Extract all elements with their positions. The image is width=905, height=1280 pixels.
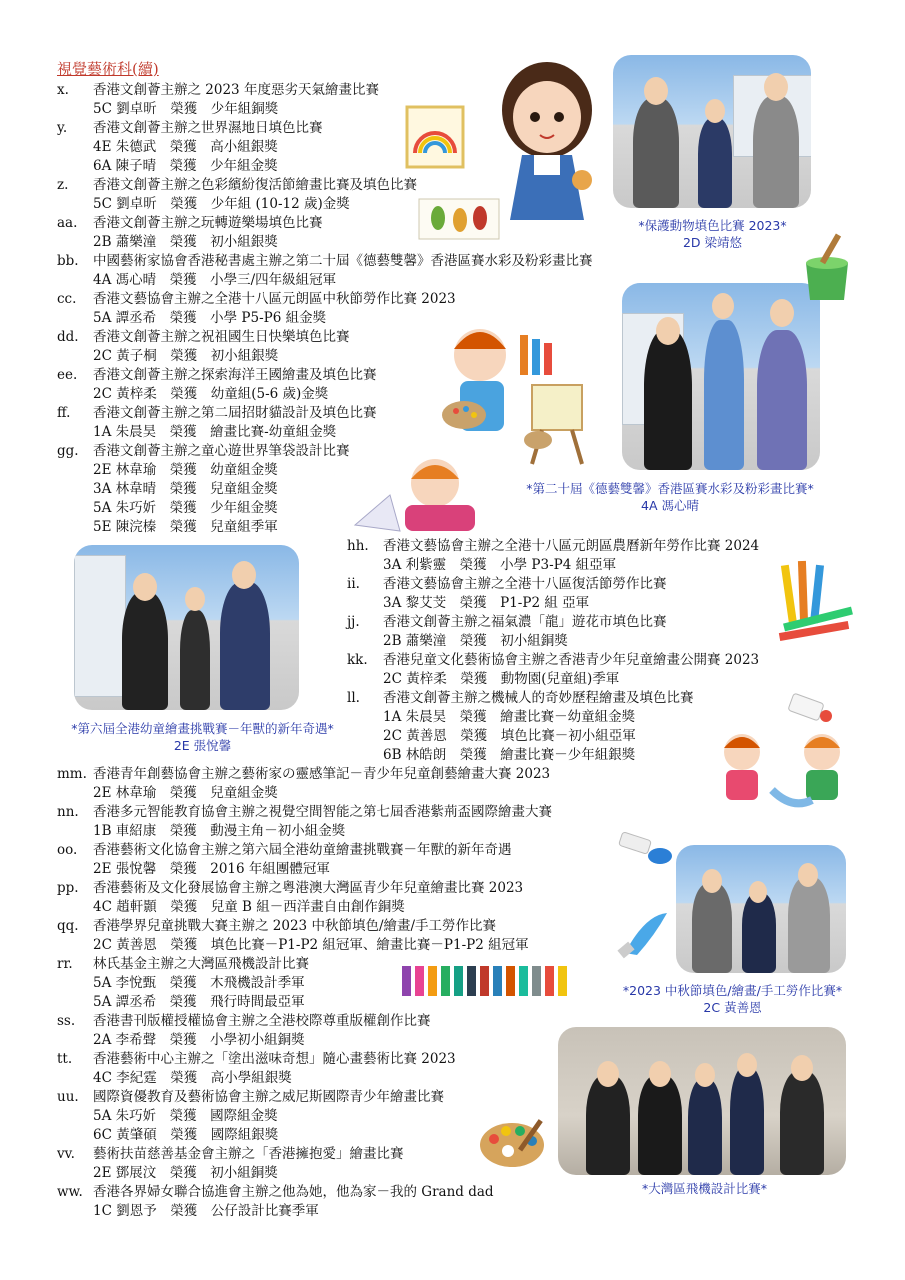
girl-drawing-illustration [350,455,490,535]
entry-label: pp. [57,880,79,896]
competition-title: 香港文創薈主辦之色彩繽紛復活節繪畫比賽及填色比賽 [93,177,417,193]
entry-label: rr. [57,956,73,972]
competition-title: 香港兒童文化藝術協會主辦之香港青少年兒童繪畫公開賽 2023 [383,652,760,668]
award-line: 5A 譚丞希 榮獲 飛行時間最亞軍 [93,994,305,1010]
award-line: 2E 林韋瑜 榮獲 兒童組金獎 [93,785,278,801]
blue-paint-tube-icon [618,830,673,870]
award-line: 2A 李希聲 榮獲 小學初小組銅獎 [93,1032,305,1048]
entry-label: mm. [57,766,87,782]
award-line: 3A 利紫靈 榮獲 小學 P3-P4 組亞軍 [383,557,617,573]
entry-label: y. [57,120,68,136]
entry-label: kk. [347,652,368,668]
award-line: 1A 朱晨昊 榮獲 繪畫比賽-幼童組金獎 [93,424,337,440]
competition-title: 香港藝術中心主辦之「塗出滋味奇想」隨心畫藝術比賽 2023 [93,1051,456,1067]
entry-label: oo. [57,842,78,858]
competition-title: 香港文創薈主辦之玩轉遊樂場填色比賽 [93,215,323,231]
award-line: 1C 劉恩予 榮獲 公仔設計比賽季軍 [93,1203,319,1219]
competition-title: 國際資優教育及藝術協會主辦之威尼斯國際青少年繪畫比賽 [93,1089,444,1105]
award-line: 4E 朱德武 榮獲 高小組銀獎 [93,139,278,155]
award-photo-5 [558,1027,846,1175]
competition-title: 中國藝術家協會香港秘書處主辦之第二十屆《德藝雙馨》香港區賽水彩及粉彩畫比賽 [93,253,593,269]
award-line: 2C 黃子桐 榮獲 初小組銀獎 [93,348,279,364]
colored-pencils-icon [775,555,860,645]
kids-painting-illustration [712,730,862,820]
entry-label: jj. [347,614,360,630]
award-line: 2E 林韋瑜 榮獲 幼童組金獎 [93,462,278,478]
award-line: 4C 李紀霆 榮獲 高小學組銀獎 [93,1070,292,1086]
award-line: 2C 黃善恩 榮獲 填色比賽－P1-P2 組冠軍、繪畫比賽－P1-P2 組冠軍 [93,937,529,953]
award-line: 4A 馮心晴 榮獲 小學三/四年級組冠軍 [93,272,337,288]
entry-label: uu. [57,1089,79,1105]
award-line: 2C 黃善恩 榮獲 填色比賽－初小組亞軍 [383,728,636,744]
paint-brush-splash-icon [615,905,675,960]
entry-label: hh. [347,538,369,554]
award-line: 2C 黃梓柔 榮獲 幼童組(5-6 歲)金獎 [93,386,329,402]
competition-title: 香港書刊版權授權協會主辦之全港校際尊重版權創作比賽 [93,1013,431,1029]
award-photo-1 [613,55,811,208]
entry-label: ii. [347,576,360,592]
award-line: 2E 張悅馨 榮獲 2016 年組團體冠軍 [93,861,330,877]
award-line: 5A 朱巧妡 榮獲 少年組金獎 [93,500,278,516]
entry-label: ee. [57,367,78,383]
entry-label: ff. [57,405,71,421]
competition-title: 香港文藝協會主辦之全港十八區復活節勞作比賽 [383,576,667,592]
entry-label: dd. [57,329,79,345]
girl-artist-illustration [492,55,602,230]
rainbow-drawing-icon [405,105,465,170]
award-line: 3A 黎艾芠 榮獲 P1-P2 組 亞軍 [383,595,590,611]
award-line: 6C 黃肇碩 榮獲 國際組銀獎 [93,1127,279,1143]
award-line: 5C 劉卓昕 榮獲 少年組銅獎 [93,101,279,117]
leaf-painting-icon [418,198,500,240]
competition-title: 香港學界兒童挑戰大賽主辦之 2023 中秋節填色/繪畫/手工勞作比賽 [93,918,497,934]
entry-label: nn. [57,804,79,820]
award-line: 3A 林韋晴 榮獲 兒童組金獎 [93,481,278,497]
award-line: 5E 陳浣榛 榮獲 兒童組季軍 [93,519,278,535]
paint-tube-icon [786,690,836,725]
entry-label: x. [57,82,69,98]
award-line: 2B 蕭樂潼 榮獲 初小組銅獎 [383,633,568,649]
competition-title: 香港藝術文化協會主辦之第六屆全港幼童繪畫挑戰賽－年獸的新年奇遇 [93,842,512,858]
photo-5-caption: *大灣區飛機設計比賽* [641,1181,767,1196]
entry-label: bb. [57,253,79,269]
competition-title: 香港青年創藝協會主辦之藝術家の靈感筆記－青少年兒童創藝繪畫大賽 2023 [93,766,551,782]
entry-label: aa. [57,215,78,231]
competition-title: 香港文創薈主辦之第二屆招財貓設計及填色比賽 [93,405,377,421]
competition-title: 香港文藝協會主辦之全港十八區元朗區農曆新年勞作比賽 2024 [383,538,760,554]
award-line: 5A 譚丞希 榮獲 小學 P5-P6 組金獎 [93,310,327,326]
competition-title: 藝術扶苗慈善基金會主辦之「香港擁抱愛」繪畫比賽 [93,1146,404,1162]
competition-title: 香港多元智能教育協會主辦之視覺空間智能之第七屆香港紫荊盃國際繪畫大賽 [93,804,552,820]
award-line: 1A 朱晨昊 榮獲 繪畫比賽－幼童組金獎 [383,709,636,725]
award-line: 2B 蕭樂潼 榮獲 初小組銀獎 [93,234,278,250]
entry-label: gg. [57,443,79,459]
award-line: 5A 朱巧妡 榮獲 國際組金獎 [93,1108,278,1124]
entry-label: cc. [57,291,77,307]
markers-icon [400,962,570,998]
award-photo-3 [74,545,299,710]
competition-title: 香港文創薈主辦之祝祖國生日快樂填色比賽 [93,329,350,345]
competition-title: 香港藝術及文化發展協會主辦之粵港澳大灣區青少年兒童繪畫比賽 2023 [93,880,524,896]
competition-title: 林氏基金主辦之大灣區飛機設計比賽 [93,956,309,972]
competition-title: 香港文藝協會主辦之全港十八區元朗區中秋節勞作比賽 2023 [93,291,456,307]
competition-title: 香港各界婦女聯合協進會主辦之他為她，他為家－我的 Grand dad [93,1184,494,1200]
award-line: 6A 陳子晴 榮獲 少年組金獎 [93,158,278,174]
award-line: 4C 趙軒顥 榮獲 兒童 B 組－西洋畫自由創作銅獎 [93,899,405,915]
entry-label: ss. [57,1013,76,1029]
award-line: 2E 鄧展汶 榮獲 初小組銅獎 [93,1165,278,1181]
award-photo-2 [622,283,820,470]
award-line: 5A 李悅甄 榮獲 木飛機設計季軍 [93,975,305,991]
competition-title: 香港文創薈主辦之世界濕地日填色比賽 [93,120,323,136]
photo-1-caption: *保護動物填色比賽 2023* 2D 梁靖悠 [638,218,787,250]
photo-4-caption: *2023 中秋節填色/繪畫/手工勞作比賽* 2C 黃善恩 [622,983,843,1015]
award-photo-4 [676,845,846,973]
entry-label: qq. [57,918,79,934]
award-line: 1B 車紹康 榮獲 動漫主角－初小組金獎 [93,823,346,839]
competition-title: 香港文創薈主辦之 2023 年度惡劣天氣繪畫比賽 [93,82,379,98]
entry-label: vv. [57,1146,75,1162]
competition-title: 香港文創薈主辦之機械人的奇妙歷程繪畫及填色比賽 [383,690,694,706]
award-line: 2C 黃梓柔 榮獲 動物園(兒童組)季軍 [383,671,620,687]
competition-title: 香港文創薈主辦之探索海洋王國繪畫及填色比賽 [93,367,377,383]
award-line: 5C 劉卓昕 榮獲 少年組 (10-12 歲)金獎 [93,196,350,212]
easel-icon [522,380,602,465]
entry-label: ll. [347,690,360,706]
photo-3-caption: *第六屆全港幼童繪畫挑戰賽－年獸的新年奇遇* 2E 張悅馨 [71,721,334,753]
entry-label: ww. [57,1184,83,1200]
competition-title: 香港文創薈主辦之福氣濃「龍」遊花市填色比賽 [383,614,667,630]
paint-bucket-icon [798,228,860,303]
palette-icon [478,1115,550,1170]
entry-label: tt. [57,1051,73,1067]
award-line: 6B 林皓朗 榮獲 繪畫比賽－少年組銀獎 [383,747,636,763]
competition-title: 香港文創薈主辦之童心遊世界筆袋設計比賽 [93,443,350,459]
section-title: 視覺藝術科(續) [57,60,159,78]
photo-2-caption: *第二十屆《德藝雙馨》香港區賽水彩及粉彩畫比賽* 4A 馮心晴 [526,481,814,513]
entry-label: z. [57,177,69,193]
